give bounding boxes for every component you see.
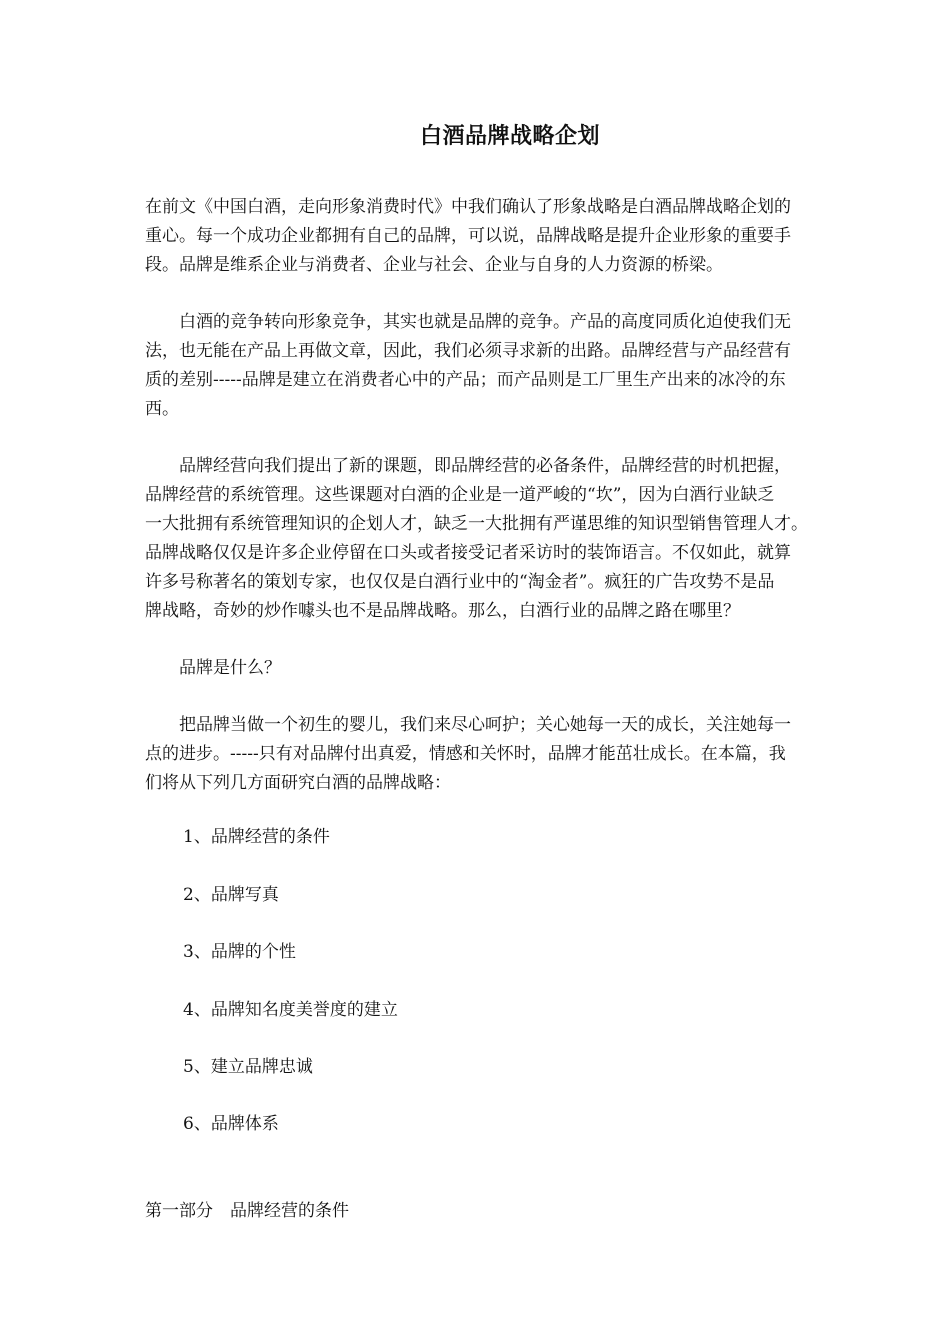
list-item: 2、品牌写真 (183, 885, 279, 905)
paragraph-competition: 白酒的竞争转向形象竞争，其实也就是品牌的竞争。产品的高度同质化迫使我们无 法，也无能在产品上再做文章，因此，我们必须寻求新的出路。品牌经营与产品经营有 质的差别-----品牌是建立在消费者心中的产品；而产品则是工厂里生产出来的冰冷的东 西。 (145, 312, 791, 419)
paragraph-what-is-brand: 品牌是什么？ (145, 658, 281, 678)
list-item: 3、品牌的个性 (183, 942, 296, 962)
paragraph-intro: 在前文《中国白酒，走向形象消费时代》中我们确认了形象战略是白酒品牌战略企划的 重心。每一个成功企业都拥有自己的品牌，可以说，品牌战略是提升企业形象的重要手 段。品牌是维系企业与消费者、企业与社会、企业与自身的人力资源的桥梁。 (145, 197, 791, 275)
paragraph-brand-management: 品牌经营向我们提出了新的课题，即品牌经营的必备条件，品牌经营的时机把握， 品牌经营的系统管理。这些课题对白酒的企业是一道严峻的“坎”，因为白酒行业缺乏 一大批拥有系统管理知识的企划人才，缺乏一大批拥有严谨思维的知识型销售管理人才。 品牌战略仅仅是许多企业停留在口头或者接受记者采访时的装饰语言。不仅如此，就算 许多号称著名的策划专家，也仅仅是白酒行业中的“淘金者”。疯狂的广告攻势不是品 牌战略，奇妙的炒作噱头也不是品牌战略。那么，白酒行业的品牌之路在哪里？ (145, 456, 808, 621)
list-item: 1、品牌经营的条件 (183, 827, 330, 847)
section-heading: 第一部分 品牌经营的条件 (145, 1201, 349, 1221)
list-item: 6、品牌体系 (183, 1114, 279, 1134)
paragraph-nurture-brand: 把品牌当做一个初生的婴儿，我们来尽心呵护；关心她每一天的成长，关注她每一 点的进步。-----只有对品牌付出真爱，情感和关怀时，品牌才能茁壮成长。在本篇，我 们将从下列几方面研究白酒的品牌战略： (145, 715, 791, 793)
list-item: 4、品牌知名度美誉度的建立 (183, 1000, 398, 1020)
document-title: 白酒品牌战略企划 (419, 123, 600, 149)
list-item: 5、建立品牌忠诚 (183, 1057, 313, 1077)
